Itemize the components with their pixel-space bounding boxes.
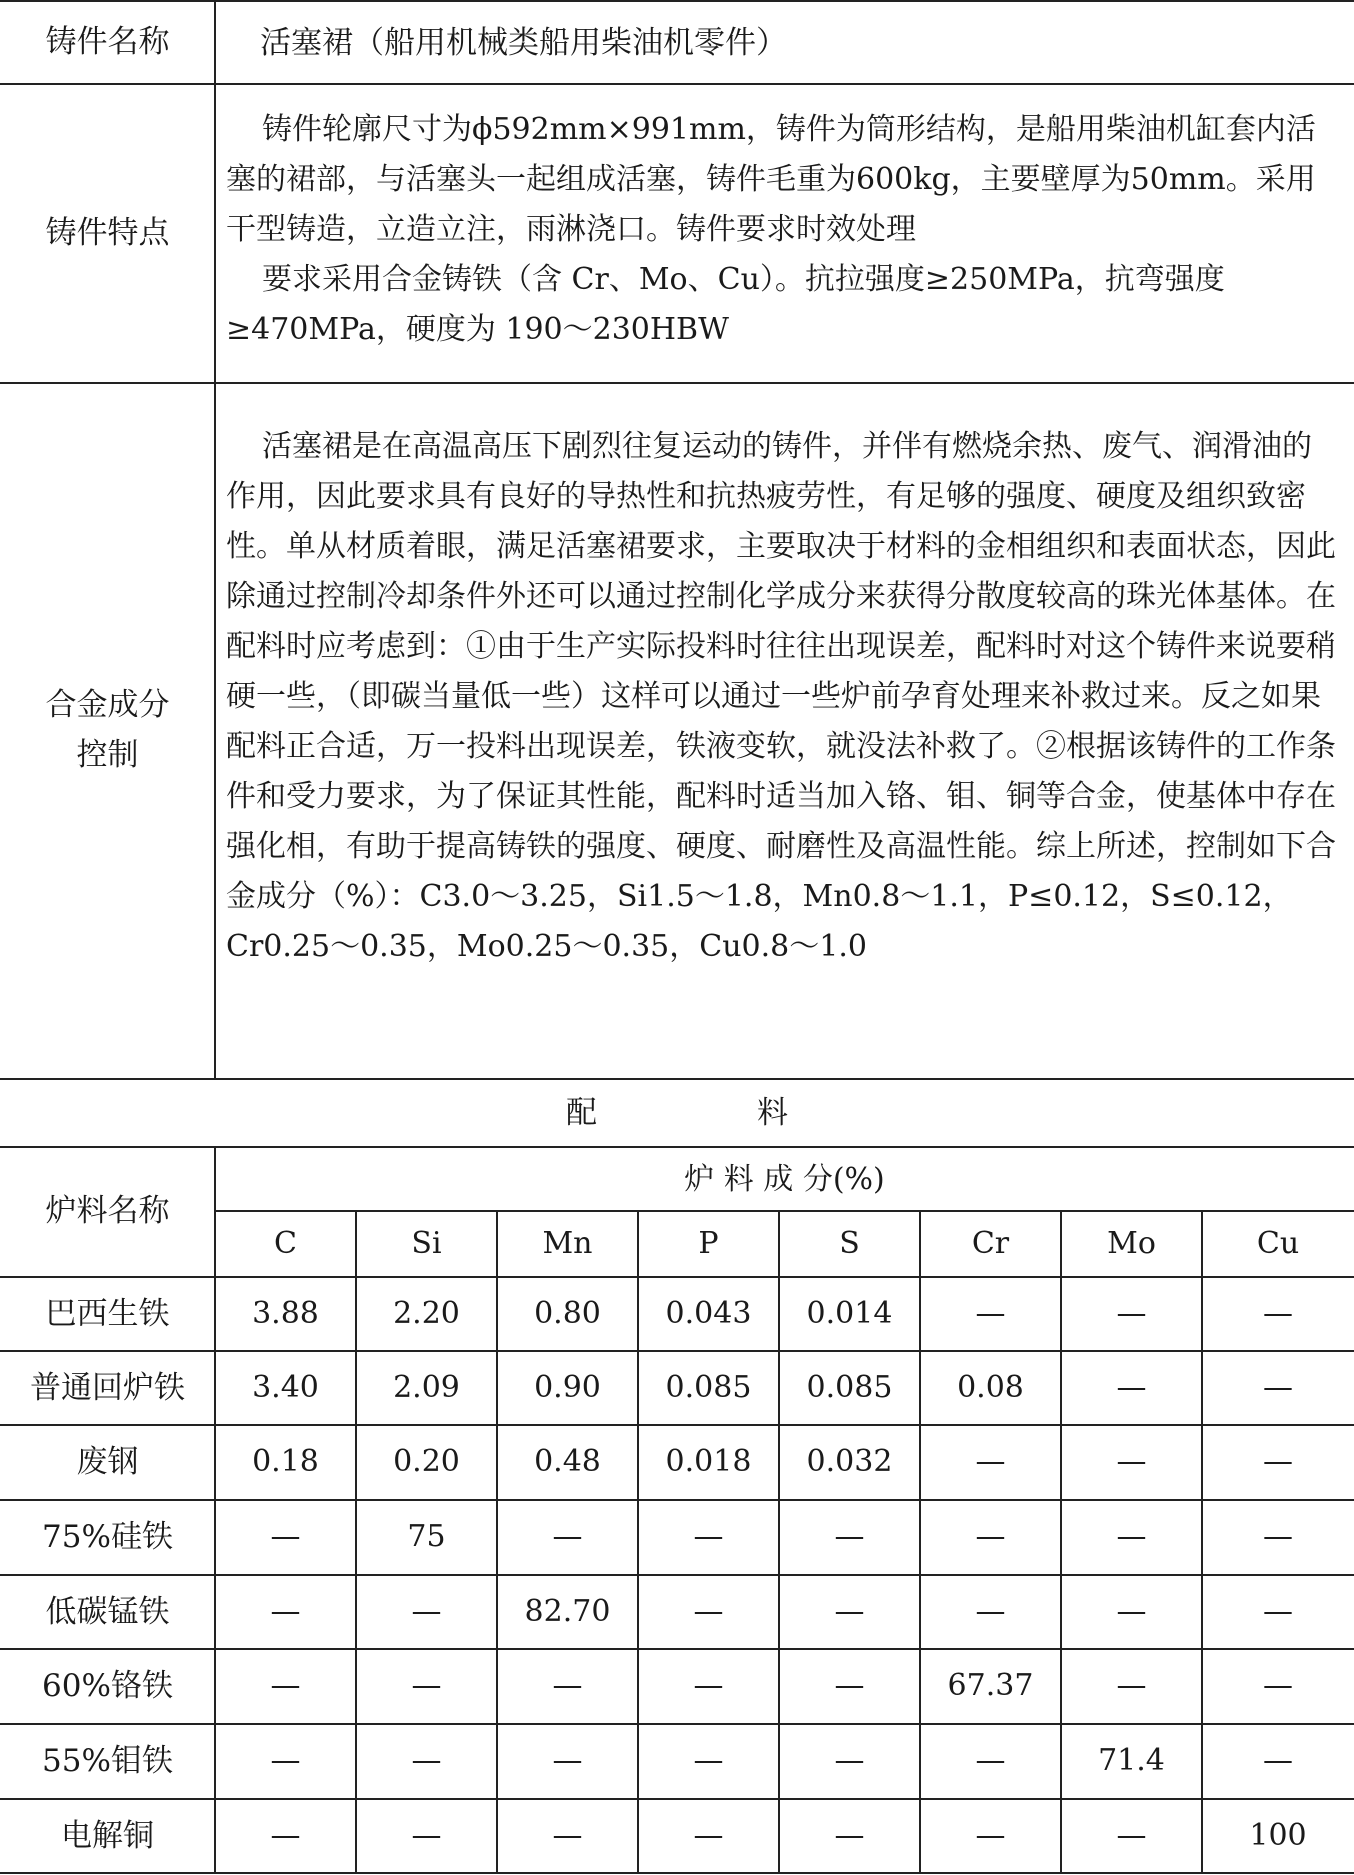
composition-cell: 3.40 — [252, 1370, 319, 1405]
composition-cell: — — [834, 1519, 865, 1554]
composition-cell: — — [1116, 1668, 1147, 1703]
composition-cell: — — [1263, 1743, 1293, 1778]
element-header-cu: Cu — [1256, 1226, 1300, 1261]
composition-cell: — — [693, 1668, 724, 1703]
composition-cell: — — [552, 1818, 583, 1853]
element-header-si: Si — [411, 1226, 442, 1261]
composition-cell: 75 — [407, 1519, 446, 1554]
element-header-mn: Mn — [542, 1226, 593, 1261]
alloy-control-label-line1: 合金成分 — [45, 687, 170, 723]
composition-cell: 0.20 — [393, 1444, 460, 1479]
composition-cell: — — [1116, 1370, 1147, 1405]
composition-cell: — — [552, 1743, 583, 1778]
material-name: 低碳锰铁 — [45, 1594, 170, 1630]
composition-cell: — — [834, 1743, 865, 1778]
element-header-s: S — [839, 1226, 860, 1261]
composition-cell: — — [834, 1594, 865, 1629]
composition-cell: — — [693, 1519, 724, 1554]
composition-group-header: 炉 料 成 分(%) — [684, 1162, 885, 1197]
composition-cell: — — [411, 1594, 442, 1629]
casting-features-label: 铸件特点 — [45, 214, 170, 251]
composition-cell: 71.4 — [1098, 1743, 1165, 1778]
composition-cell: 100 — [1249, 1818, 1307, 1853]
material-name: 55%钼铁 — [42, 1743, 173, 1779]
composition-cell: — — [975, 1444, 1006, 1479]
composition-cell: — — [411, 1668, 442, 1703]
composition-cell: — — [1116, 1519, 1147, 1554]
composition-cell: — — [411, 1818, 442, 1853]
composition-cell: — — [975, 1743, 1006, 1778]
alloy-paragraph: 活塞裙是在高温高压下剧烈往复运动的铸件，并伴有燃烧余热、废气、润滑油的作用，因此要求具有良好的导热性和抗热疲劳性，有足够的强度、硬度及组织致密性。单从材质着眼，满足活塞裙要求，主要取决于材料的金相组织和表面状态，因此除通过控制冷却条件外还可以通过控制化学成分来获得分散度较高的珠光体基体。在配料时应考虑到：①由于生产实际投料时往往出现误差，配料时对这个铸件来说要稍硬一些，（即碳当量低一些）这样可以通过一些炉前孕育处理来补救过来。反之如果配料正合适，万一投料出现误差，铁液变软，就没法补救了。②根据该铸件的工作条件和受力要求，为了保证其性能，配料时适当加入铬、钼、铜等合金，使基体中存在强化相，有助于提高铸铁的强度、硬度、耐磨性及高温性能。综上所述，控制如下合金成分（%）：C3.0～3.25，Si1.5～1.8，Mn0.8～1.1，P≤0.12，S≤0.12，Cr0.25～0.35，Mo0.25～0.35，Cu0.8～1.0 — [226, 429, 1336, 964]
composition-cell: — — [270, 1743, 301, 1778]
composition-cell: — — [1116, 1444, 1147, 1479]
element-header-p: P — [698, 1226, 719, 1261]
composition-cell: 0.014 — [806, 1296, 893, 1331]
features-paragraph-2: 要求采用合金铸铁（含 Cr、Mo、Cu）。抗拉强度≥250MPa，抗弯强度≥470MPa，硬度为 190～230HBW — [226, 262, 1225, 347]
batching-title — [0, 1088, 1354, 1138]
composition-cell: — — [693, 1818, 724, 1853]
composition-cell: — — [1263, 1370, 1293, 1405]
composition-cell: — — [693, 1743, 724, 1778]
alloy-control-label — [0, 382, 215, 1078]
composition-cell: — — [552, 1668, 583, 1703]
material-name: 巴西生铁 — [45, 1296, 170, 1332]
composition-cell: 0.90 — [534, 1370, 601, 1405]
composition-cell: 82.70 — [524, 1594, 611, 1629]
composition-cell: — — [1116, 1818, 1147, 1853]
composition-cell: — — [1263, 1444, 1293, 1479]
composition-cell: — — [552, 1519, 583, 1554]
composition-cell: 0.085 — [665, 1370, 752, 1405]
col-name-header: 炉料名称 — [45, 1193, 170, 1229]
composition-cell: — — [975, 1296, 1006, 1331]
composition-cell: — — [1263, 1519, 1293, 1554]
composition-cell: 0.085 — [806, 1370, 893, 1405]
element-header-mo: Mo — [1107, 1226, 1156, 1261]
composition-cell: — — [975, 1818, 1006, 1853]
composition-cell: 0.18 — [252, 1444, 319, 1479]
casting-features-text — [226, 105, 1341, 355]
batching-title-b: 料 — [757, 1095, 788, 1131]
alloy-control-label-line2: 控制 — [76, 737, 139, 773]
composition-cell: 2.20 — [393, 1296, 460, 1331]
composition-cell: — — [1116, 1296, 1147, 1331]
composition-cell: — — [270, 1519, 301, 1554]
composition-cell: — — [1263, 1296, 1293, 1331]
composition-cell: 67.37 — [947, 1668, 1034, 1703]
casting-name-value: 活塞裙（船用机械类船用柴油机零件） — [260, 25, 787, 61]
composition-cell: — — [270, 1818, 301, 1853]
composition-cell: — — [975, 1519, 1006, 1554]
composition-cell: — — [834, 1818, 865, 1853]
composition-cell: 0.032 — [806, 1444, 893, 1479]
composition-cell: — — [1263, 1668, 1293, 1703]
composition-cell: — — [270, 1668, 301, 1703]
composition-cell: — — [1263, 1594, 1293, 1629]
alloy-control-text — [226, 422, 1341, 972]
features-paragraph-1: 铸件轮廓尺寸为ϕ592mm×991mm，铸件为筒形结构，是船用柴油机缸套内活塞的裙部，与活塞头一起组成活塞，铸件毛重为600kg，主要壁厚为50mm。采用干型铸造，立造立注，雨淋浇口。铸件要求时效处理 — [226, 112, 1316, 247]
composition-cell: — — [1116, 1594, 1147, 1629]
material-name: 电解铜 — [61, 1818, 154, 1854]
composition-cell: — — [975, 1594, 1006, 1629]
material-name: 废钢 — [76, 1444, 139, 1480]
element-header-c: C — [274, 1226, 297, 1261]
rule-alloy — [0, 1078, 1354, 1080]
composition-cell: 0.80 — [534, 1296, 601, 1331]
composition-cell: 3.88 — [252, 1296, 319, 1331]
material-name: 普通回炉铁 — [30, 1370, 185, 1406]
composition-cell: — — [411, 1743, 442, 1778]
material-name: 75%硅铁 — [42, 1519, 173, 1555]
element-header-cr: Cr — [971, 1226, 1010, 1261]
composition-cell: 0.018 — [665, 1444, 752, 1479]
casting-name-label: 铸件名称 — [45, 23, 170, 60]
composition-cell: 0.48 — [534, 1444, 601, 1479]
composition-cell: — — [270, 1594, 301, 1629]
composition-cell: 0.043 — [665, 1296, 752, 1331]
composition-cell: 2.09 — [393, 1370, 460, 1405]
batching-title-a: 配 — [566, 1095, 597, 1131]
composition-cell: — — [834, 1668, 865, 1703]
material-name: 60%铬铁 — [42, 1668, 173, 1704]
composition-cell: 0.08 — [957, 1370, 1024, 1405]
composition-cell: — — [693, 1594, 724, 1629]
